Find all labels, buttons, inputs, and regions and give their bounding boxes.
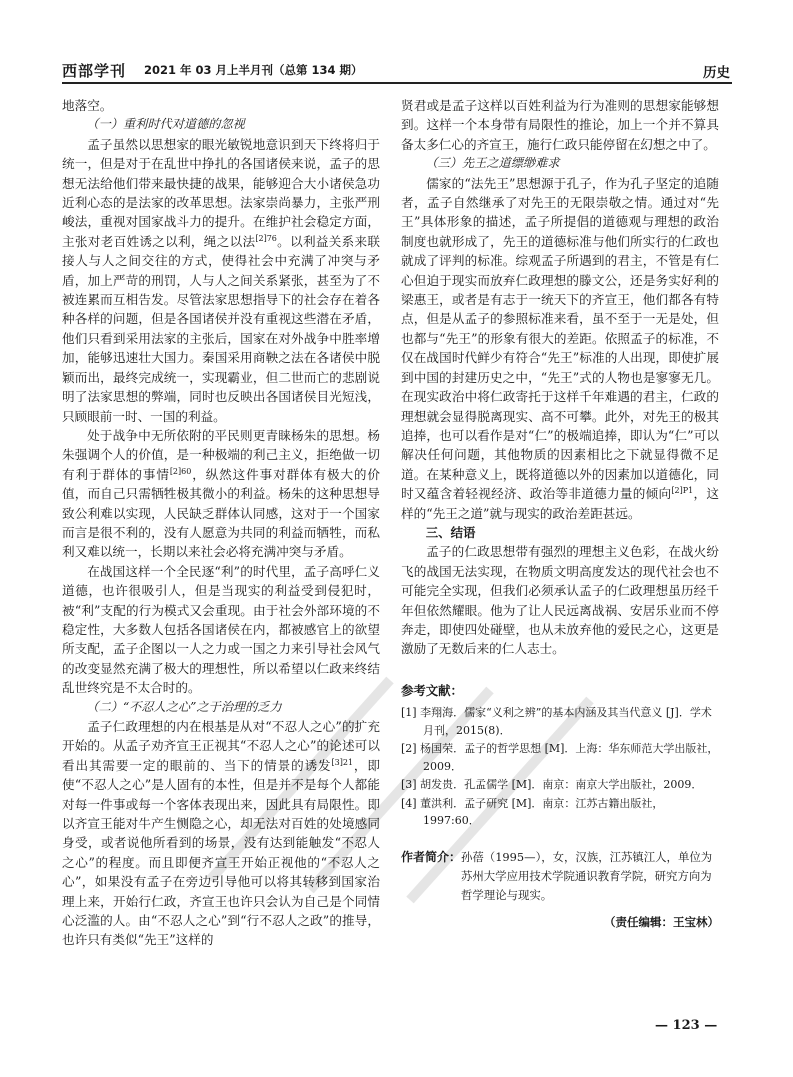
author-bio: [401, 848, 719, 905]
paragraph-text: ，即使“不忍人之心”是人固有的本性，但是并不是每个人都能对每一件事或每一个客体表现出来，因此具有局限性。即以齐宣王能对牛产生恻隐之心，却无法对百姓的处境感同身受，或者说他所看到的场景，没有达到能触发“不忍人之心”的程度。而且即便齐宣王开始正视他的“不忍人之心”，如果没有孟子在旁边引导他可以将其转移到国家治理上来，开始行仁政，齐宣王也许只会认为自己是个同情心泛滥的人。由“不忍人之心”到“行不忍人之政”的推导，也许只有类似“先王”这样的: [62, 757, 380, 948]
reference-item: [3] 胡发贵．孔孟儒学 [M]．南京：南京大学出版社，2009．: [401, 778, 703, 792]
paragraph-text: ，纵然这件事对群体有极大的价值，而自己只需牺牲极其微小的利益。杨朱的这种思想导致公利难以实现，人民缺乏群体认同感，这对于一个国家而言是很不利的，没有人愿意为共同的利益而牺牲，而私利又难以统一，长期以来社会必将充满冲突与矛盾。: [62, 466, 380, 560]
journal-name: 西部学刊: [62, 62, 127, 80]
right-column: [401, 96, 719, 932]
paragraph-text: 儒家的“法先王”思想源于孔子，作为孔子坚定的追随者，孟子自然继承了对先王的无限崇敬之情。通过对“先王”具体形象的描述，孟子所提倡的道德观与理想的政治制度也就形成了，先王的道德标准与他们所实行的仁政也就成了评判的标准。综观孟子所遇到的君主，不管是有仁心但迫于现实而放弃仁政理想的滕文公，还是务实好利的梁惠王，或者是有志于一统天下的齐宣王，他们都各有特点，但是从孟子的参照标准来看，虽不至于一无是处，但也都与“先王”的形象有很大的差距。依照孟子的标准，不仅在战国时代鲜少有符合“先王”标准的人出现，即使扩展到中国的封建历史之中，“先王”式的人物也是寥寥无几。在现实政治中将仁政寄托于这样千年难遇的君主，仁政的理想就会显得脱离现实、高不可攀。此外，对先王的极其追捧，也可以看作是对“仁”的极端追捧，即认为“仁”可以解决任何问题，其他物质的因素相比之下就显得微不足道。在某种意义上，既将道德以外的因素加以道德化，同时又蕴含着轻视经济、政治等非道德力量的倾向: [401, 175, 719, 502]
page-number: — 123 —: [655, 1018, 718, 1033]
paragraph-text: 。以利益关系来联接人与人之间交往的方式，使得社会中充满了冲突与矛盾，加上严苛的刑罚，人与人之间关系紧张，甚至为了不被连累而互相告发。尽管法家思想指导下的社会存在着各种各样的问题，但是各国诸侯并没有重视这些潜在矛盾，他们只看到采用法家的主张后，国家在对外战争中胜率增加，能够迅速壮大国力。秦国采用商鞅之法在各诸侯中脱颖而出，最终完成统一，实现霸业，但二世而亡的悲剧说明了法家思想的弊端，同时也反映出各国诸侯目光短浅，只顾眼前一时、一国的利益。: [62, 233, 380, 424]
section-name: 历史: [703, 65, 730, 81]
reference-item: [2] 杨国荣．孟子的哲学思想 [M]．上海：华东师范大学出版社，2009．: [401, 742, 719, 773]
author-label: 作者简介：: [401, 849, 462, 864]
paragraph: 地落空。: [62, 98, 113, 113]
citation-mark: [2]60: [169, 466, 192, 476]
paragraph: 贤君或是孟子这样以百姓利益为行为准则的思想家能够想到。这样一个本身带有局限性的推论，加上一个并不算具备太多仁心的齐宣王，施行仁政只能停留在幻想之中了。: [401, 98, 719, 152]
references-list: [401, 704, 719, 830]
paragraph: 孟子的仁政思想带有强烈的理想主义色彩，在战火纷飞的战国无法实现，在物质文明高度发达的现代社会也不可能完全实现，但我们必须承认孟子的仁政理想虽历经千年但依然耀眼。他为了让人民远离战祸、安居乐业而不停奔走，即使四处碰壁，也从未放弃他的爱民之心，这更是激励了无数后来的仁人志士。: [401, 544, 719, 657]
paragraph: [62, 426, 380, 562]
references-title: 参考文献：: [401, 682, 463, 698]
citation-mark: [3]21: [331, 757, 354, 767]
author-text: 孙蓓（1995—），女，汉族，江苏镇江人，单位为苏州大学应用技术学院通识教育学院，研究方向为哲学理论与现实。: [461, 849, 713, 902]
subsection-heading: （三）先王之道缥缈难求: [425, 156, 560, 171]
paragraph: 在战国这样一个全民逐“利”的时代里，孟子高呼仁义道德，也许很吸引人，但是当现实的利益受到侵犯时，被“利”支配的行为模式又会重现。由于社会外部环境的不稳定性，大多数人包括各国诸侯在内，都被感官上的欲望所支配，孟子企图以一人之力或一国之力来引导社会风气的改变显然充满了极大的理想性，所以希望以仁政来终结乱世终究是不太合时的。: [62, 563, 380, 696]
paragraph: [401, 174, 719, 523]
paragraph-text: 处于战争中无所依附的平民则更青睐杨朱的思想。杨朱强调个人的价值，是一种极端的利己主义，拒绝做一切有利于群体的事情: [62, 427, 380, 482]
section-heading: 三、结语: [425, 524, 476, 540]
paragraph-text: 孟子仁政理想的内在根基是从对“不忍人之心”的扩充开始的。从孟子劝齐宣王正视其“不忍人之心”的论述可以看出其需要一定的眼前的、当下的情景的诱发: [62, 719, 380, 773]
paragraph-text: ，这样的“先王之道”就与现实的政治差距甚远。: [401, 486, 720, 521]
running-header: [62, 60, 732, 84]
citation-mark: [2]76: [255, 233, 277, 243]
issue-info: 2021 年 03 月上半月刊（总第 134 期）: [144, 63, 363, 77]
citation-mark: [2]P1: [671, 485, 694, 495]
paragraph: [62, 717, 380, 950]
reference-item: [4] 董洪利．孟子研究 [M]．南京：江苏古籍出版社，1997:60．: [401, 796, 664, 828]
left-column: [62, 96, 380, 950]
subsection-heading: （二）“不忍人之心”之于治理的乏力: [86, 699, 282, 714]
reference-item: [1] 李翔海．儒家“义利之辨”的基本内涵及其当代意义 [J]．学术月刊，2015(8)．: [401, 706, 712, 737]
subsection-heading: （一）重利时代对道德的忽视: [86, 117, 245, 132]
responsible-editor: （责任编辑：王宝林）: [604, 914, 719, 929]
paragraph: [62, 135, 380, 426]
paragraph-text: 孟子虽然以思想家的眼光敏锐地意识到天下终将归于统一，但是对于在乱世中挣扎的各国诸侯来说，孟子的思想无法给他们带来最快捷的战果，能够迎合大小诸侯急功近利心态的是法家的改革思想。法家崇尚暴力，主张严刑峻法，重视对国家战斗力的提升。在维护社会稳定方面，主张对老百姓诱之以利，绳之以法: [62, 136, 380, 249]
